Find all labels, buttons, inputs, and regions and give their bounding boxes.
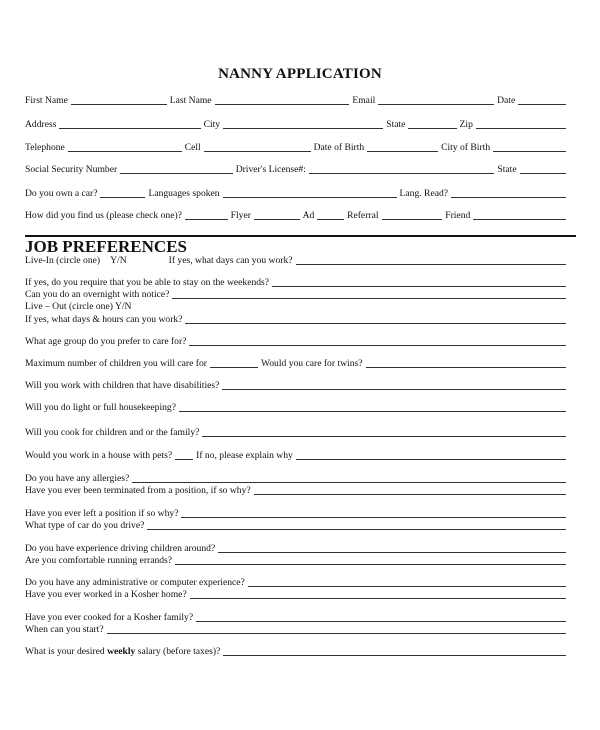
question-label: Have you ever cooked for a Kosher family? xyxy=(25,612,194,623)
question-label: When can you start? xyxy=(25,624,104,635)
question-label: Can you do an overnight with notice? xyxy=(25,289,170,300)
ad-label: Ad xyxy=(302,210,315,221)
address-row xyxy=(25,117,566,130)
referral-label: Referral xyxy=(347,210,379,221)
city-of-birth-label: City of Birth xyxy=(441,142,491,153)
flyer-label: Flyer xyxy=(230,210,251,221)
page-title: NANNY APPLICATION xyxy=(218,66,382,82)
salary-label-post: salary (before taxes)? xyxy=(137,646,221,657)
answer-field[interactable] xyxy=(296,450,566,460)
question-row xyxy=(25,553,566,566)
answer-field[interactable] xyxy=(254,485,566,495)
license-state-field[interactable] xyxy=(520,164,566,174)
ad-field[interactable] xyxy=(254,210,300,220)
question-label: If yes, do you require that you be able to stay on the weekends? xyxy=(25,277,270,288)
question-label: Would you care for twins? xyxy=(260,358,363,369)
question-row xyxy=(25,483,566,496)
question-label: Have you ever left a position if so why? xyxy=(25,508,179,519)
live-in-row xyxy=(25,253,566,266)
id-row xyxy=(25,162,566,175)
live-out-row xyxy=(25,299,566,312)
job-preferences-heading: JOB PREFERENCES xyxy=(25,237,187,256)
friend-extra-field[interactable] xyxy=(473,210,566,220)
twins-field[interactable] xyxy=(366,358,567,368)
question-row xyxy=(25,587,566,600)
lang-read-label: Lang. Read? xyxy=(399,188,449,199)
city-field[interactable] xyxy=(223,119,383,129)
email-field[interactable] xyxy=(378,95,494,105)
address-label: Address xyxy=(25,119,57,130)
question-row xyxy=(25,425,566,438)
question-row xyxy=(25,518,566,531)
question-label: Will you do light or full housekeeping? xyxy=(25,402,176,413)
question-label: Have you ever worked in a Kosher home? xyxy=(25,589,187,600)
answer-field[interactable] xyxy=(185,314,566,324)
car-row xyxy=(25,186,566,199)
answer-field[interactable] xyxy=(190,589,566,599)
find-us-label: How did you find us (please check one)? xyxy=(25,210,182,221)
first-name-label: First Name xyxy=(25,95,68,106)
answer-field[interactable] xyxy=(132,473,566,483)
answer-field[interactable] xyxy=(179,402,566,412)
live-in-days-label: If yes, what days can you work? xyxy=(168,255,293,266)
question-row xyxy=(25,378,566,391)
question-label: Do you have any allergies? xyxy=(25,473,130,484)
referral-row xyxy=(25,208,566,221)
question-label: Do you have any administrative or computer experience? xyxy=(25,577,245,588)
phone-row xyxy=(25,140,566,153)
email-label: Email xyxy=(352,95,376,106)
question-label: Will you cook for children and or the family? xyxy=(25,427,200,438)
friend-label: Friend xyxy=(445,210,471,221)
live-in-yn[interactable]: Y/N xyxy=(110,255,127,266)
answer-field[interactable] xyxy=(107,624,566,634)
question-label: Maximum number of children you will care for xyxy=(25,358,207,369)
date-field[interactable] xyxy=(518,95,566,105)
first-name-field[interactable] xyxy=(71,95,167,105)
salary-label-bold: weekly xyxy=(107,646,136,657)
question-label: If yes, what days & hours can you work? xyxy=(25,314,183,325)
answer-field[interactable] xyxy=(172,289,566,299)
dob-field[interactable] xyxy=(367,142,438,152)
state-label: State xyxy=(386,119,406,130)
live-in-days-field[interactable] xyxy=(296,255,566,265)
question-label: Have you ever been terminated from a position, if so why? xyxy=(25,485,251,496)
question-row xyxy=(25,622,566,635)
answer-field[interactable] xyxy=(218,543,566,553)
flyer-field[interactable] xyxy=(185,210,228,220)
ssn-label: Social Security Number xyxy=(25,164,118,175)
cell-field[interactable] xyxy=(204,142,311,152)
question-label: What type of car do you drive? xyxy=(25,520,145,531)
license-label: Driver's License#: xyxy=(235,164,306,175)
state-field[interactable] xyxy=(408,119,456,129)
answer-field[interactable] xyxy=(222,380,566,390)
referral-field[interactable] xyxy=(317,210,344,220)
question-label: If no, please explain why xyxy=(196,450,293,461)
answer-field[interactable] xyxy=(248,577,566,587)
question-label: Would you work in a house with pets? xyxy=(25,450,173,461)
answer-field[interactable] xyxy=(272,277,566,287)
friend-field[interactable] xyxy=(382,210,443,220)
zip-field[interactable] xyxy=(476,119,566,129)
salary-label xyxy=(25,646,222,657)
answer-field[interactable] xyxy=(147,520,566,530)
answer-field[interactable] xyxy=(202,427,566,437)
salary-label-pre: What is your desired xyxy=(25,646,105,657)
answer-field[interactable] xyxy=(175,555,566,565)
cell-label: Cell xyxy=(184,142,201,153)
own-car-field[interactable] xyxy=(100,188,145,198)
answer-field[interactable] xyxy=(196,612,566,622)
city-label: City xyxy=(203,119,221,130)
zip-label: Zip xyxy=(459,119,473,130)
answer-field[interactable] xyxy=(189,336,566,346)
address-field[interactable] xyxy=(59,119,200,129)
question-row xyxy=(25,400,566,413)
license-field[interactable] xyxy=(309,164,495,174)
city-of-birth-field[interactable] xyxy=(493,142,566,152)
question-row xyxy=(25,448,566,461)
question-label: Are you comfortable running errands? xyxy=(25,555,173,566)
lang-read-field[interactable] xyxy=(451,188,566,198)
answer-field[interactable] xyxy=(181,508,566,518)
max-children-field[interactable] xyxy=(210,358,258,368)
live-in-label: Live-In (circle one) xyxy=(25,255,101,266)
question-row xyxy=(25,312,566,325)
last-name-field[interactable] xyxy=(215,95,350,105)
telephone-label: Telephone xyxy=(25,142,65,153)
languages-field[interactable] xyxy=(223,188,397,198)
languages-label: Languages spoken xyxy=(148,188,220,199)
salary-row xyxy=(25,644,566,657)
last-name-label: Last Name xyxy=(169,95,212,106)
question-row xyxy=(25,334,566,347)
question-row xyxy=(25,356,566,369)
question-label: What age group do you prefer to care for? xyxy=(25,336,187,347)
own-car-label: Do you own a car? xyxy=(25,188,98,199)
name-row xyxy=(25,93,566,106)
question-label: Will you work with children that have disabilities? xyxy=(25,380,220,391)
live-out-label[interactable]: Live – Out (circle one) Y/N xyxy=(25,301,132,312)
date-label: Date xyxy=(497,95,516,106)
ssn-field[interactable] xyxy=(120,164,233,174)
pets-field[interactable] xyxy=(175,450,193,460)
question-label: Do you have experience driving children around? xyxy=(25,543,216,554)
telephone-field[interactable] xyxy=(68,142,182,152)
license-state-label: State xyxy=(497,164,517,175)
dob-label: Date of Birth xyxy=(313,142,365,153)
salary-field[interactable] xyxy=(223,646,566,656)
